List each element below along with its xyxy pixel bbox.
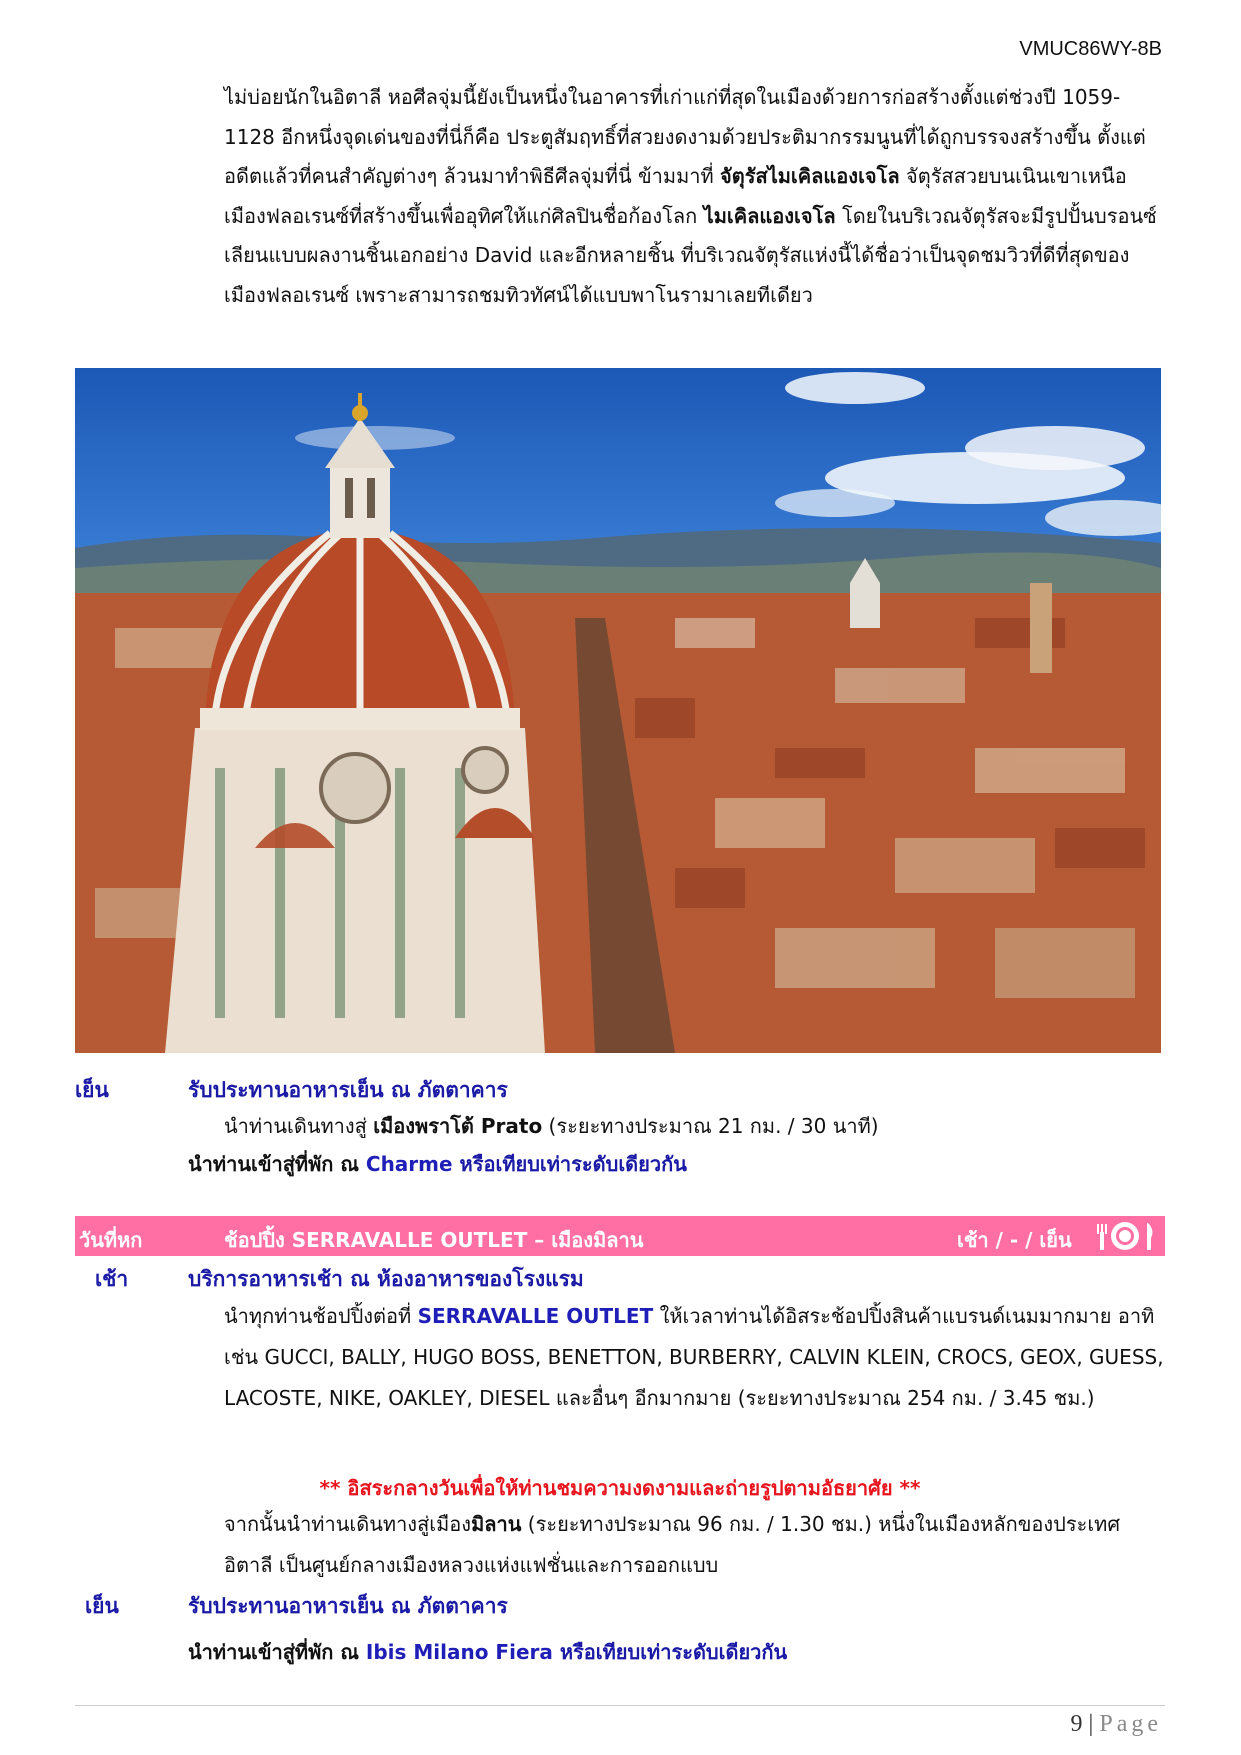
- hotel-line-1: [188, 1148, 687, 1180]
- florence-illustration: [75, 368, 1161, 1053]
- page-digit: 9: [1070, 1711, 1083, 1737]
- page-separator: |: [1082, 1711, 1100, 1737]
- free-time-note: ** อิสระกลางวันเพื่อให้ท่านชมความงดงามและถ่ายรูปตามอัธยาศัย **: [319, 1476, 921, 1500]
- dinner-row-1: [75, 1074, 1165, 1104]
- dinner-row-2: [75, 1590, 1165, 1620]
- travel-prato: [224, 1106, 1164, 1147]
- milan-post: (ระยะทางประมาณ 96 กม. / 1.30 ชม.) หนึ่งในเมืองหลักของประเทศอิตาลี เป็นศูนย์กลางเมืองหลวงแห่งแฟชั่นและการออกแบบ: [224, 1512, 1121, 1577]
- shop-post: ให้เวลาท่านได้อิสระช้อปปิ้งสินค้าแบรนด์เนมมากมาย อาทิ เช่น GUCCI, BALLY, HUGO BOSS, BENETTON, BURBERRY, CALVIN KLEIN, CROCS, GEOX, GUESS, LACOSTE, NIKE, OAKLEY, DIESEL และอื่นๆ อีกมากมาย (ระยะทางประมาณ 254 กม. / 3.45 ชม.): [224, 1304, 1164, 1410]
- intro-paragraph: [224, 78, 1164, 315]
- meal-label-dinner-2: เย็น: [85, 1594, 119, 1618]
- breakfast-row: [75, 1263, 1165, 1293]
- intro-text-3: โดยในบริเวณจัตุรัสจะมีรูปปั้นบรอนซ์เลียนแบบผลงานชิ้นเอกอย่าง David และอีกหลายชิ้น ที่บริเวณจัตุรัสแห่งนี้ได้ชื่อว่าเป็นจุดชมวิวที่ดีที่สุดของเมืองฟลอเรนซ์ เพราะสามารถชมทิวทัศน์ได้แบบพาโนรามาเลยทีเดียว: [224, 203, 1157, 307]
- page-number: [1071, 1711, 1162, 1738]
- shopping-paragraph: [224, 1296, 1164, 1419]
- day-six-header: [75, 1216, 1165, 1256]
- hotel-name: Charme: [365, 1152, 453, 1176]
- breakfast-text: บริการอาหารเช้า ณ ห้องอาหารของโรงแรม: [188, 1267, 584, 1291]
- day-title: ช้อปปิ้ง SERRAVALLE OUTLET – เมืองมิลาน: [224, 1228, 644, 1252]
- dinner-text-2: รับประทานอาหารเย็น ณ ภัตตาคาร: [188, 1594, 508, 1618]
- dinner-text: รับประทานอาหารเย็น ณ ภัตตาคาร: [188, 1078, 508, 1102]
- florence-cathedral-photo: [75, 368, 1161, 1053]
- plate-cutlery-icon: [1093, 1220, 1157, 1252]
- document-code: VMUC86WY-8B: [1019, 38, 1162, 60]
- day-meals: เช้า / - / เย็น: [957, 1228, 1072, 1252]
- footer-divider: [75, 1705, 1165, 1706]
- hotel-post: หรือเทียบเท่าระดับเดียวกัน: [452, 1152, 687, 1176]
- intro-bold-2: ไมเคิลแองเจโล: [703, 203, 836, 228]
- hotel-pre-2: นำท่านเข้าสู่ที่พัก ณ: [188, 1640, 366, 1664]
- travel-post: (ระยะทางประมาณ 21 กม. / 30 นาที): [542, 1114, 879, 1138]
- shop-place: SERRAVALLE OUTLET: [417, 1304, 654, 1328]
- travel-pre: นำท่านเดินทางสู่: [224, 1114, 374, 1138]
- travel-city: เมืองพราโต้ Prato: [373, 1114, 543, 1138]
- hotel-pre: นำท่านเข้าสู่ที่พัก ณ: [188, 1152, 366, 1176]
- shop-pre: นำทุกท่านช้อปปิ้งต่อที่: [224, 1304, 418, 1328]
- hotel-name-2: Ibis Milano Fiera: [365, 1640, 553, 1664]
- hotel-line-2: [188, 1636, 787, 1668]
- meal-label-breakfast: เช้า: [95, 1267, 129, 1291]
- milan-pre: จากนั้นนำท่านเดินทางสู่เมือง: [224, 1512, 472, 1536]
- page-word: Page: [1099, 1711, 1162, 1737]
- meal-label-dinner: เย็น: [75, 1078, 109, 1102]
- intro-text-1: ไม่บ่อยนักในอิตาลี หอศีลจุ่มนี้ยังเป็นหนึ่งในอาคารที่เก่าแก่ที่สุดในเมืองด้วยการก่อสร้างตั้งแต่ช่วงปี 1059-1128 อีกหนึ่งจุดเด่นของที่นี่ก็คือ ประตูสัมฤทธิ์ที่สวยงดงามด้วยประติมากรรมนูนที่ได้ถูกบรรจงสร้างขึ้น ตั้งแต่อดีตแล้วที่คนสำคัญต่างๆ ล้วนมาทำพิธีศีลจุ่มที่นี่ ข้ามมาที่: [224, 85, 1146, 188]
- day-label: วันที่หก: [79, 1228, 143, 1252]
- intro-bold-1: จัตุรัสไมเคิลแองเจโล: [720, 164, 900, 188]
- milan-city: มิลาน: [471, 1512, 522, 1536]
- intro-text-2: จัตุรัสสวยบนเนินเขาเหนือเมืองฟลอเรนซ์ที่สร้างขึ้นเพื่ออุทิศให้แก่ศิลปินชื่อก้องโลก: [224, 164, 1127, 228]
- milan-paragraph: [224, 1504, 1164, 1586]
- hotel-post-2: หรือเทียบเท่าระดับเดียวกัน: [552, 1640, 788, 1664]
